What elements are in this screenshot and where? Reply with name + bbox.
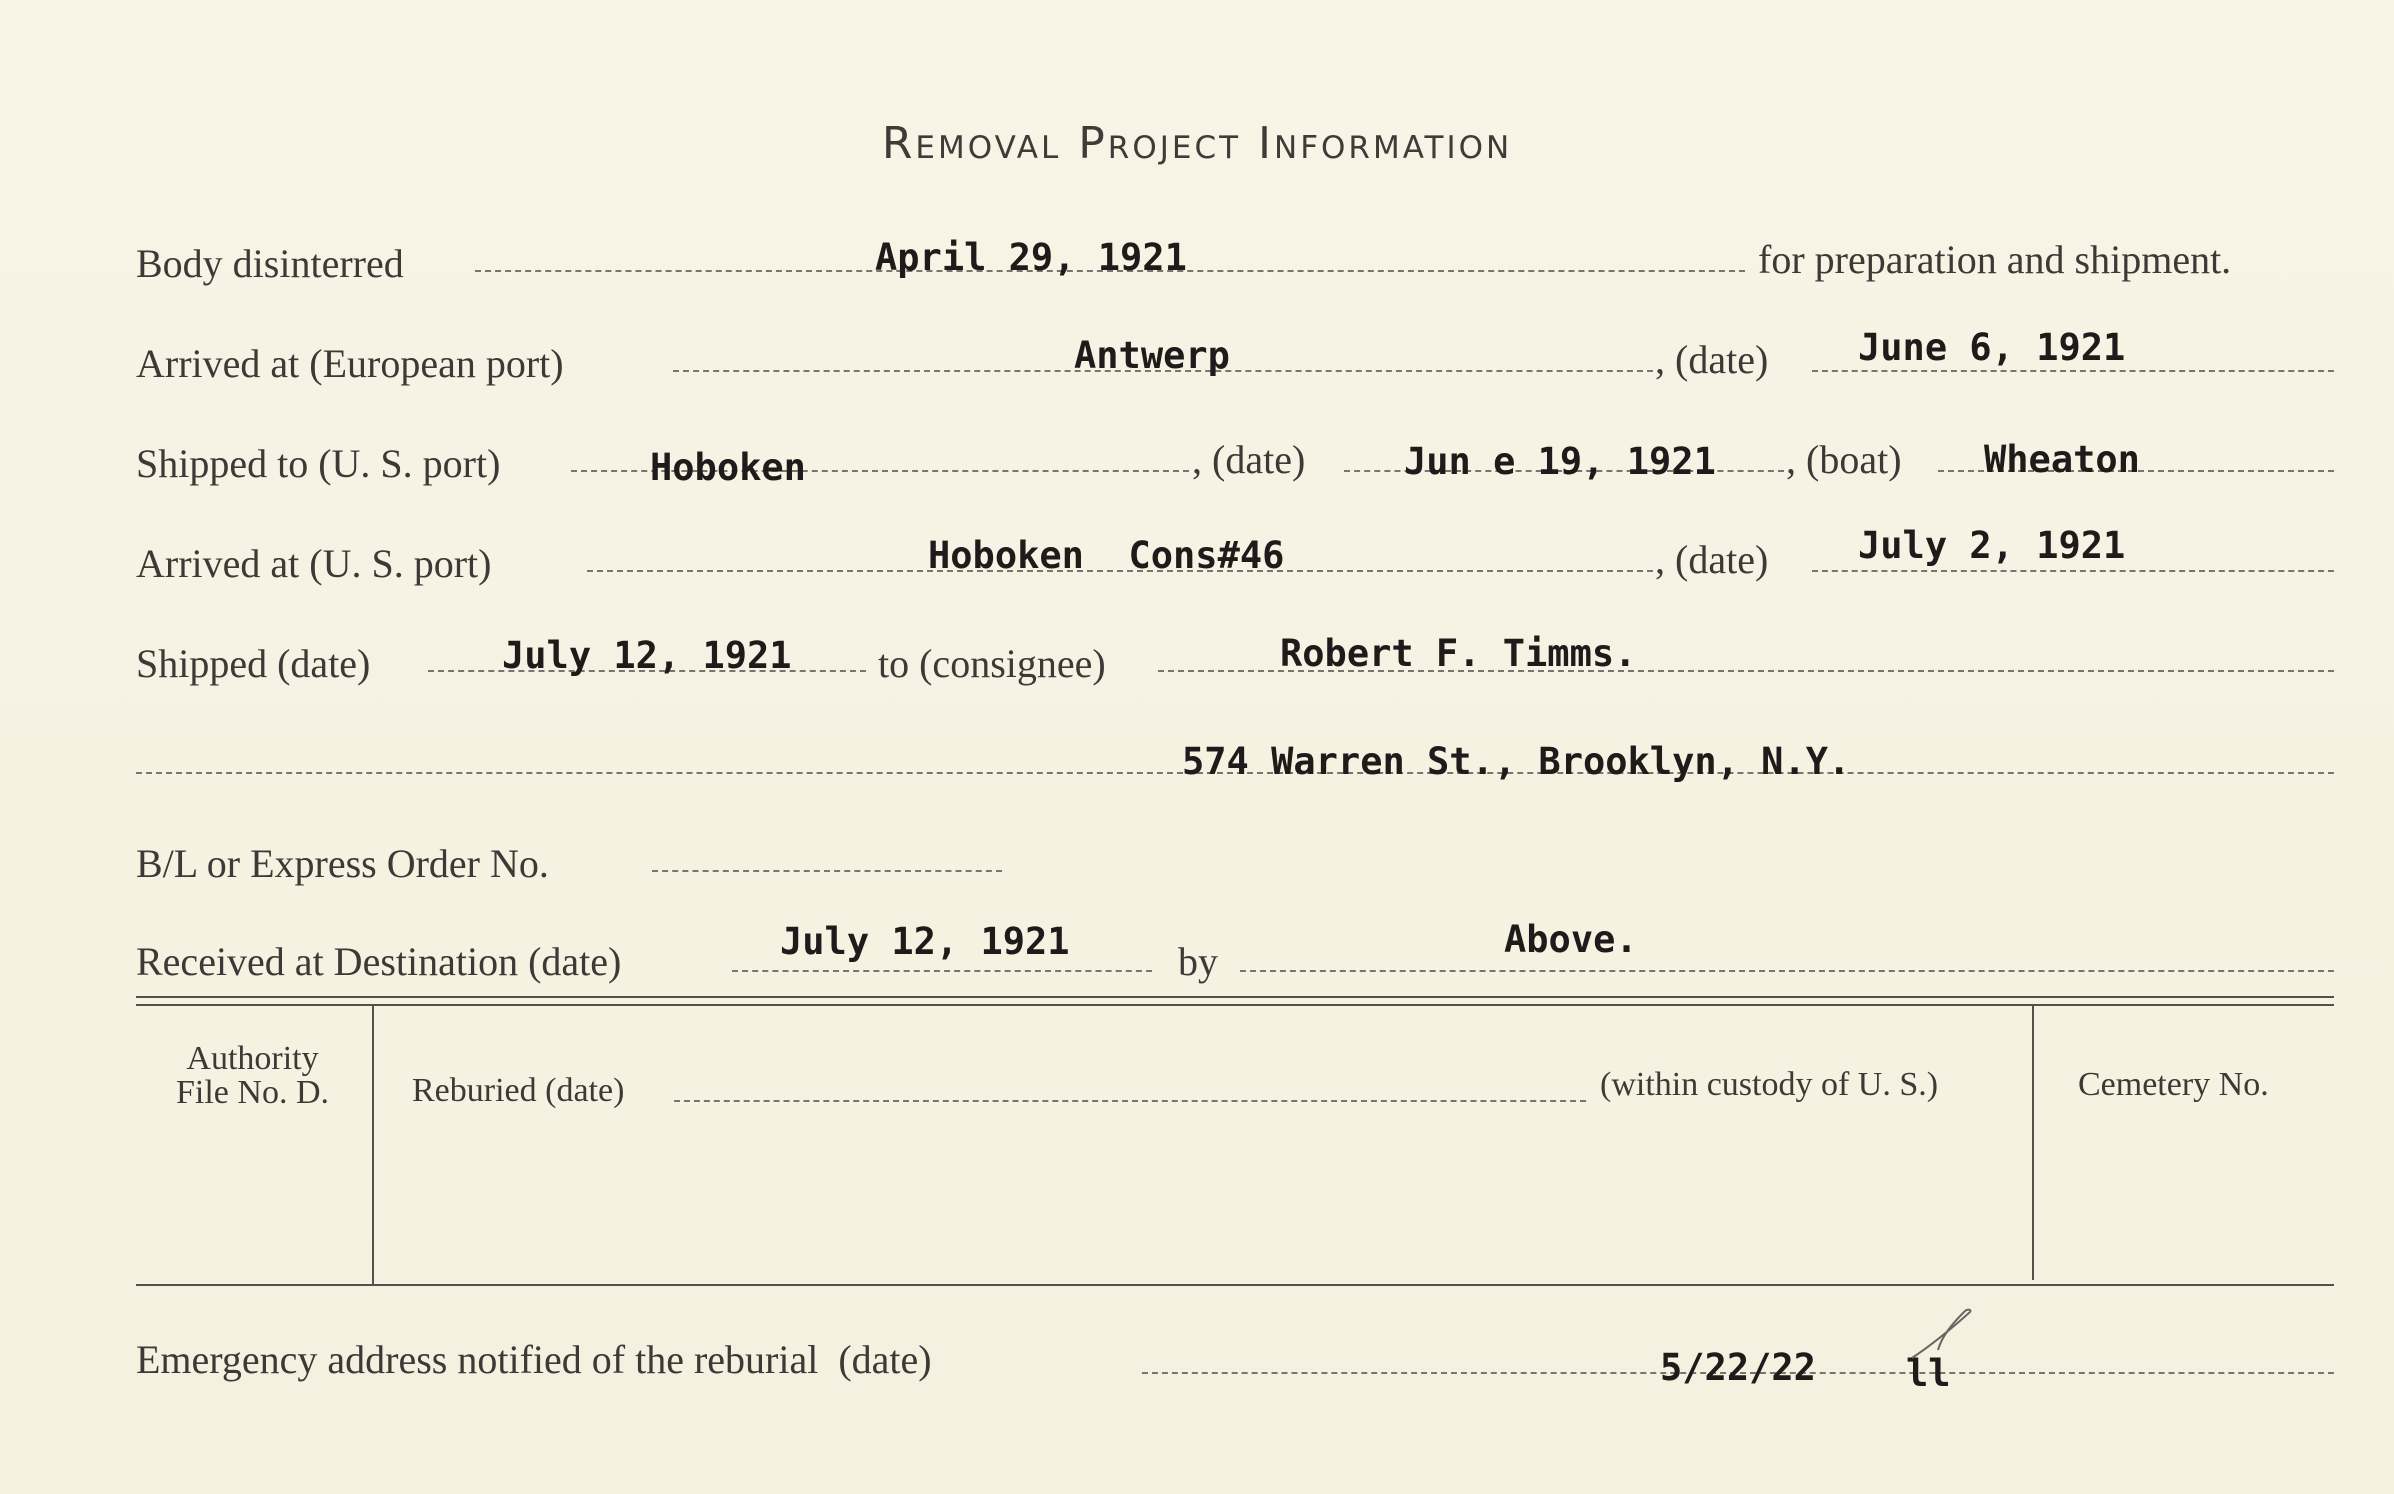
arrived-us-date-line bbox=[1812, 570, 2334, 572]
arrived-us-port: Hoboken Cons#46 bbox=[928, 534, 1285, 577]
table-divider-left bbox=[372, 1006, 374, 1286]
body-disinterred-suffix: for preparation and shipment. bbox=[1758, 237, 2232, 282]
received-date-line bbox=[732, 970, 1152, 972]
table-bottom-rule bbox=[136, 1284, 2334, 1286]
consignee-label: to (consignee) bbox=[878, 641, 1106, 686]
authority-label-line1: Authority bbox=[186, 1040, 319, 1077]
arrived-european-label: Arrived at (European port) bbox=[136, 341, 564, 386]
shipped-us-boat-label: , (boat) bbox=[1786, 437, 1902, 482]
received-by-label: by bbox=[1178, 939, 1218, 984]
shipped-us-port: Hoboken bbox=[650, 446, 806, 489]
body-disinterred-value: April 29, 1921 bbox=[875, 236, 1187, 279]
reburied-line bbox=[674, 1100, 1586, 1102]
bl-order-line bbox=[652, 870, 1002, 872]
received-label: Received at Destination (date) bbox=[136, 939, 622, 984]
shipped-date-value: July 12, 1921 bbox=[502, 634, 792, 677]
consignee-value: Robert F. Timms. bbox=[1280, 632, 1637, 675]
emergency-initials: ll bbox=[1906, 1352, 1951, 1395]
arrived-european-port: Antwerp bbox=[1074, 334, 1230, 377]
received-date: July 12, 1921 bbox=[780, 920, 1070, 963]
shipped-us-label: Shipped to (U. S. port) bbox=[136, 441, 501, 486]
arrived-european-date: June 6, 1921 bbox=[1858, 326, 2126, 369]
table-divider-right bbox=[2032, 1006, 2034, 1280]
arrived-european-date-label: , (date) bbox=[1655, 337, 1769, 382]
bl-order-label: B/L or Express Order No. bbox=[136, 841, 549, 886]
table-top-rule-1 bbox=[136, 996, 2334, 998]
handwritten-mark-icon bbox=[1900, 1306, 1980, 1366]
custody-label: (within custody of U. S.) bbox=[1600, 1066, 1939, 1103]
shipped-date-label: Shipped (date) bbox=[136, 641, 371, 686]
arrived-european-date-line bbox=[1812, 370, 2334, 372]
shipped-us-date: Jun e 19, 1921 bbox=[1404, 440, 1716, 483]
emergency-label: Emergency address notified of the reburial (date) bbox=[136, 1337, 932, 1382]
form-title: Removal Project Information bbox=[881, 118, 1513, 169]
reburied-label: Reburied (date) bbox=[412, 1072, 625, 1109]
arrived-us-date: July 2, 1921 bbox=[1858, 524, 2126, 567]
arrived-us-date-label: , (date) bbox=[1655, 537, 1769, 582]
authority-label-line2: File No. D. bbox=[176, 1074, 329, 1111]
shipped-us-date-label: , (date) bbox=[1192, 437, 1306, 482]
arrived-us-label: Arrived at (U. S. port) bbox=[136, 541, 492, 586]
cemetery-label: Cemetery No. bbox=[2078, 1066, 2269, 1103]
received-by-value: Above. bbox=[1504, 918, 1638, 961]
address-value: 574 Warren St., Brooklyn, N.Y. bbox=[1182, 740, 1851, 783]
emergency-date: 5/22/22 bbox=[1660, 1346, 1816, 1389]
received-by-line bbox=[1240, 970, 2334, 972]
table-top-rule-2 bbox=[136, 1004, 2334, 1006]
shipped-us-boat: Wheaton bbox=[1984, 438, 2140, 481]
body-disinterred-label: Body disinterred bbox=[136, 241, 404, 286]
